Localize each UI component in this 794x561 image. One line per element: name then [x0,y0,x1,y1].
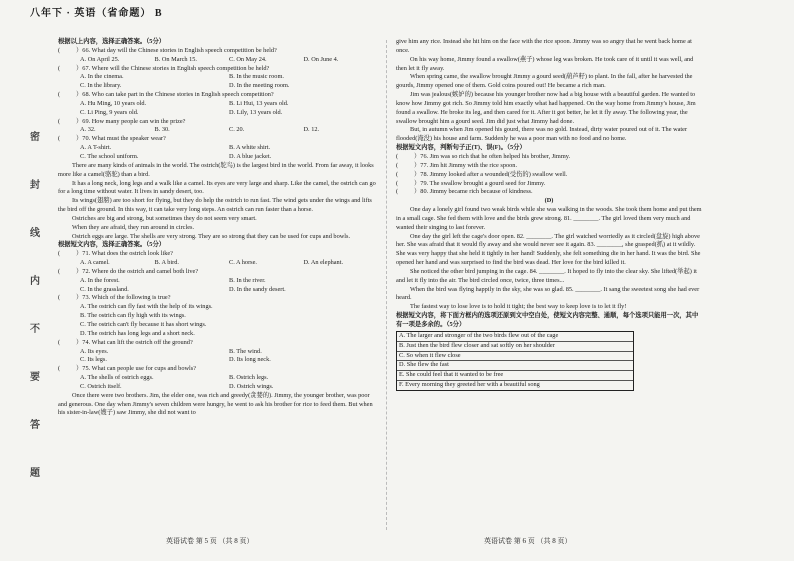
option: B. Ostrich legs. [229,374,269,382]
answer-blank[interactable]: ( [58,91,61,99]
options-box [396,331,634,391]
option: B. On March 15. [154,55,197,63]
option: C. 20. [229,126,245,134]
instruction: 根据短文内容，判断句子正(T)、误(F)。（5分） [396,144,526,152]
passage-paragraph: The fastest way to lose love is to hold it tight; the best way to keep love is to let it fly! [410,303,627,311]
question-q67 [58,65,378,74]
answer-blank[interactable]: ( [396,179,399,187]
question-stem: ）68. Who can take part in the Chinese stories in English speech competition? [76,91,274,99]
question-stem: ）72. Where do the ostrich and camel both live? [76,267,199,275]
passage-paragraph: Ostrich eggs are large. The shells are very strong. They are so strong that they can be used for cups and bowls. [72,232,351,240]
tf-item [396,153,702,162]
option: C. The ostrich can't fly because it has short wings. [80,321,207,328]
seal-char: 不 [30,324,40,335]
question-q66 [58,47,378,56]
question-q68 [58,91,378,100]
seal-char: 封 [30,180,40,191]
question-q75 [58,365,378,374]
question-q70 [58,135,378,144]
tf-item [396,162,702,171]
answer-blank[interactable]: ( [58,64,61,72]
left-column [58,38,378,418]
answer-blank[interactable]: ( [396,152,399,160]
question-q72 [58,268,378,277]
option: A. In the cinema. [80,73,124,81]
tf-item [396,188,702,197]
seal-char: 内 [30,276,40,287]
seal-char: 密 [30,132,40,143]
question-q69 [58,118,378,127]
option: D. An elephant. [303,259,344,267]
options-q74 [58,348,378,366]
right-column [396,38,702,391]
passage-paragraph: One day a lonely girl found two weak birds while she was walking in the woods. She took them home and put them in a small cage. She fed them with love and the birds grew strong. 81. ________. The girl loved them very much and wanted their singing to last forever. [396,206,702,231]
answer-blank[interactable]: ( [396,170,399,178]
option: B. The wind. [229,347,262,355]
seal-line-text [30,128,44,512]
passage-paragraph: She noticed the other bird jumping in the cage. 84. ________. It hoped to fly into the clear sky. She lifted(举起) it and let it fly into the air. The bird circled once, twice, three times... [396,267,697,284]
question-q71 [58,250,378,259]
passage-paragraph: Jim was jealous(嫉妒的) because his younger brother now had a big house with a beautiful garden. He wanted to know how Jimmy got rich. So Jimmy told him exactly what had happened. On the way home from Jimmy's house, Jim found a swallow. He broke its leg, and then cared for it. After it got better, he let it fly away. The following year, the swallow brought him a gourd seed. Jim did just what Jimmy had done. [396,91,696,125]
option: A. Its eyes. [80,347,109,355]
option: D. The ostrich has long legs and a short neck. [80,329,195,337]
option: D. In the sandy desert. [229,285,286,293]
answer-blank[interactable]: ( [58,267,61,275]
tf-stem: ）78. Jimmy looked after a wounded(受伤的) swallow well. [414,170,568,178]
option: B. 30. [154,126,170,134]
passage-paragraph: But, in autumn when Jim opened his gourd, there was no gold. Instead, dirty water poured out of it. The water flooded(淹没) his house and farm. Suddenly he was a poor man with no food and no home. [396,126,688,143]
question-stem: ）74. What can lift the ostrich off the ground? [76,338,193,346]
passage-paragraph: When they are afraid, they run around in circles. [72,223,195,231]
passage-paragraph: When spring came, the swallow brought Jimmy a gourd seed(葫芦籽) to plant. In the fall, after he harvested the gourds, Jimmy opened one of them. Gold coins poured out! He became a rich man. [396,73,693,90]
column-divider [386,40,387,530]
question-stem: ）73. Which of the following is true? [76,294,171,302]
question-stem: ）69. How many people can win the prize? [76,117,186,125]
question-q73 [58,294,378,303]
option: C. Its legs. [80,356,107,364]
option: A. 32. [80,126,96,134]
option-row: B. Just then the bird flew closer and sat softly on her shoulder [397,342,633,352]
tf-stem: ）79. The swallow brought a gourd seed for Jimmy. [414,179,546,187]
option: D. In the meeting room. [229,82,290,90]
option-row: D. She flew the fast [397,361,633,371]
option: D. 12. [303,126,320,134]
tf-item [396,171,702,180]
question-stem: ）71. What does the ostrich look like? [76,250,173,258]
option: C. On May 24. [229,55,267,63]
options-q70 [58,144,378,162]
option: B. A bird. [154,259,179,267]
option: C. Ostrich itself. [80,382,122,390]
option: D. A blue jacket. [229,152,272,160]
option: D. Its long neck. [229,356,271,364]
answer-blank[interactable]: ( [58,46,61,54]
options-q75 [58,374,378,392]
option: A. The shells of ostrich eggs. [80,374,154,382]
options-q72 [58,277,378,295]
options-q67 [58,73,378,91]
option: C. In the library. [80,82,122,90]
option: C. A horse. [229,259,257,267]
option: B. A white shirt. [229,144,271,152]
answer-blank[interactable]: ( [58,338,61,346]
passage-paragraph: On his way home, Jimmy found a swallow(燕子) whose leg was broken. He took care of it until it was well, and then let it fly away. [396,55,694,72]
passage-paragraph: One day the girl left the cage's door open. 82. ________. The girl watched worriedly as it circled(盘旋) high above her. She was afraid that it would fly away and she would never see it again. 83. ________, she grasped(抓) at it wildly. She was very happy that she held it tightly in her hand! Suddenly, she felt something die in her hand. It was the bird. She opened her hand and was surprised to find the bird was dead. Her love for the bird killed it. [396,232,701,267]
footer-left: 英语试卷 第 5 页 （共 8 页） [166,537,254,545]
option: A. A T-shirt. [80,144,112,152]
seal-char: 答 [30,420,40,431]
seal-char: 要 [30,372,40,383]
option-row: A. The larger and stronger of the two birds flew out of the cage [397,332,633,342]
passage-paragraph: Its wings(翅膀) are too short for flying, but they do help the ostrich to run fast. The wind gets under the wings and lifts the bird off the ground. In this way, it can take very long steps. An ostrich can run faster than a horse. [58,197,372,214]
option: A. Hu Ming, 10 years old. [80,99,147,107]
option: A. On April 25. [80,55,120,63]
option: A. A camel. [80,259,110,267]
question-stem: ）75. What can people use for cups and bowls? [76,365,197,373]
tf-item [396,180,702,189]
answer-blank[interactable]: ( [58,135,61,143]
answer-blank[interactable]: ( [58,365,61,373]
passage-paragraph: When the bird was flying happily in the sky, she was so glad. 85. ________. It sang the sweetest song she had ever heard. [396,285,700,302]
passage-paragraph: Once there were two brothers. Jim, the elder one, was rich and greedy(贪婪的). Jimmy, the younger brother, was poor and generous. One day when Jimmy's seven children were hungry, he went to ask his brother for rice to feed them. But when his sister-in-law(嫂子) saw Jimmy, she did not want to [58,391,373,417]
question-stem: ）70. What must the speaker wear? [76,135,166,143]
option: B. The ostrich can fly high with its wings. [80,312,186,320]
options-q71 [58,259,378,268]
answer-blank[interactable]: ( [396,161,399,169]
tf-stem: ）76. Jim was so rich that he often helped his brother, Jimmy. [414,152,571,160]
option-row: F. Every morning they greeted her with a beautiful song [399,381,540,389]
tf-stem: ）77. Jim hit Jimmy with the rice spoon. [414,161,518,169]
option: C. The school uniform. [80,152,139,160]
passage-paragraph: There are many kinds of animals in the world. The ostrich(鸵鸟) is the largest bird in the world. From far away, it looks more like a camel(骆驼) than a bird. [58,161,374,178]
page-header: 八年下 · 英语（省命题） B [30,8,163,19]
passage-paragraph: give him any rice. Instead she hit him on the face with the rice spoon. Jimmy was so angry that he went back home at once. [396,38,692,54]
seal-char: 题 [30,468,40,479]
option: D. On June 4. [303,55,339,63]
option: B. In the music room. [229,73,284,81]
answer-blank[interactable]: ( [396,188,399,196]
option: D. Lily, 13 years old. [229,108,283,116]
option-row: E. She could feel that it wanted to be free [397,371,633,381]
option: B. Li Hui, 13 years old. [229,99,289,107]
option: A. In the forest. [80,276,120,284]
options-q68 [58,100,378,118]
passage-paragraph: It has a long neck, long legs and a walk like a camel. Its eyes are very large and sharp. Like the camel, the ostrich can go for a long time without water. It lives in sandy desert, too. [58,179,376,196]
footer-right: 英语试卷 第 6 页 （共 8 页） [484,537,572,545]
option: C. Li Ping, 9 years old. [80,108,139,116]
question-stem: ）66. What day will the Chinese stories in English speech competition be held? [76,46,277,54]
options-q69 [58,126,378,135]
section-title: (D) [544,197,554,205]
question-stem: ）67. Where will the Chinese stories in English speech competition be held? [76,64,270,72]
option: B. In the river. [229,276,266,284]
passage-paragraph: Ostriches are big and strong, but sometimes they do not seem very smart. [72,214,257,222]
option: A. The ostrich can fly fast with the help of its wings. [80,303,213,311]
option-row: C. So when it flew close [397,352,633,362]
option: D. Ostrich wings. [229,382,274,390]
instruction: 根据以上内容，选择正确答案。（5分） [58,38,166,45]
options-q66 [58,56,378,65]
answer-blank[interactable]: ( [58,117,61,125]
instruction: 根据短文内容，选择正确答案。（5分） [58,241,166,249]
instruction: 根据短文内容，将下面方框内的选项还原到文中空白处，使短文内容完整、通顺，每个选项只能用一次，其中有一项是多余的。（5分） [396,312,699,328]
question-q74 [58,339,378,348]
seal-char: 线 [30,228,40,239]
answer-blank[interactable]: ( [58,294,61,302]
tf-stem: ）80. Jimmy became rich because of kindness. [414,188,533,196]
answer-blank[interactable]: ( [58,250,61,258]
option: C. In the grassland. [80,285,129,293]
